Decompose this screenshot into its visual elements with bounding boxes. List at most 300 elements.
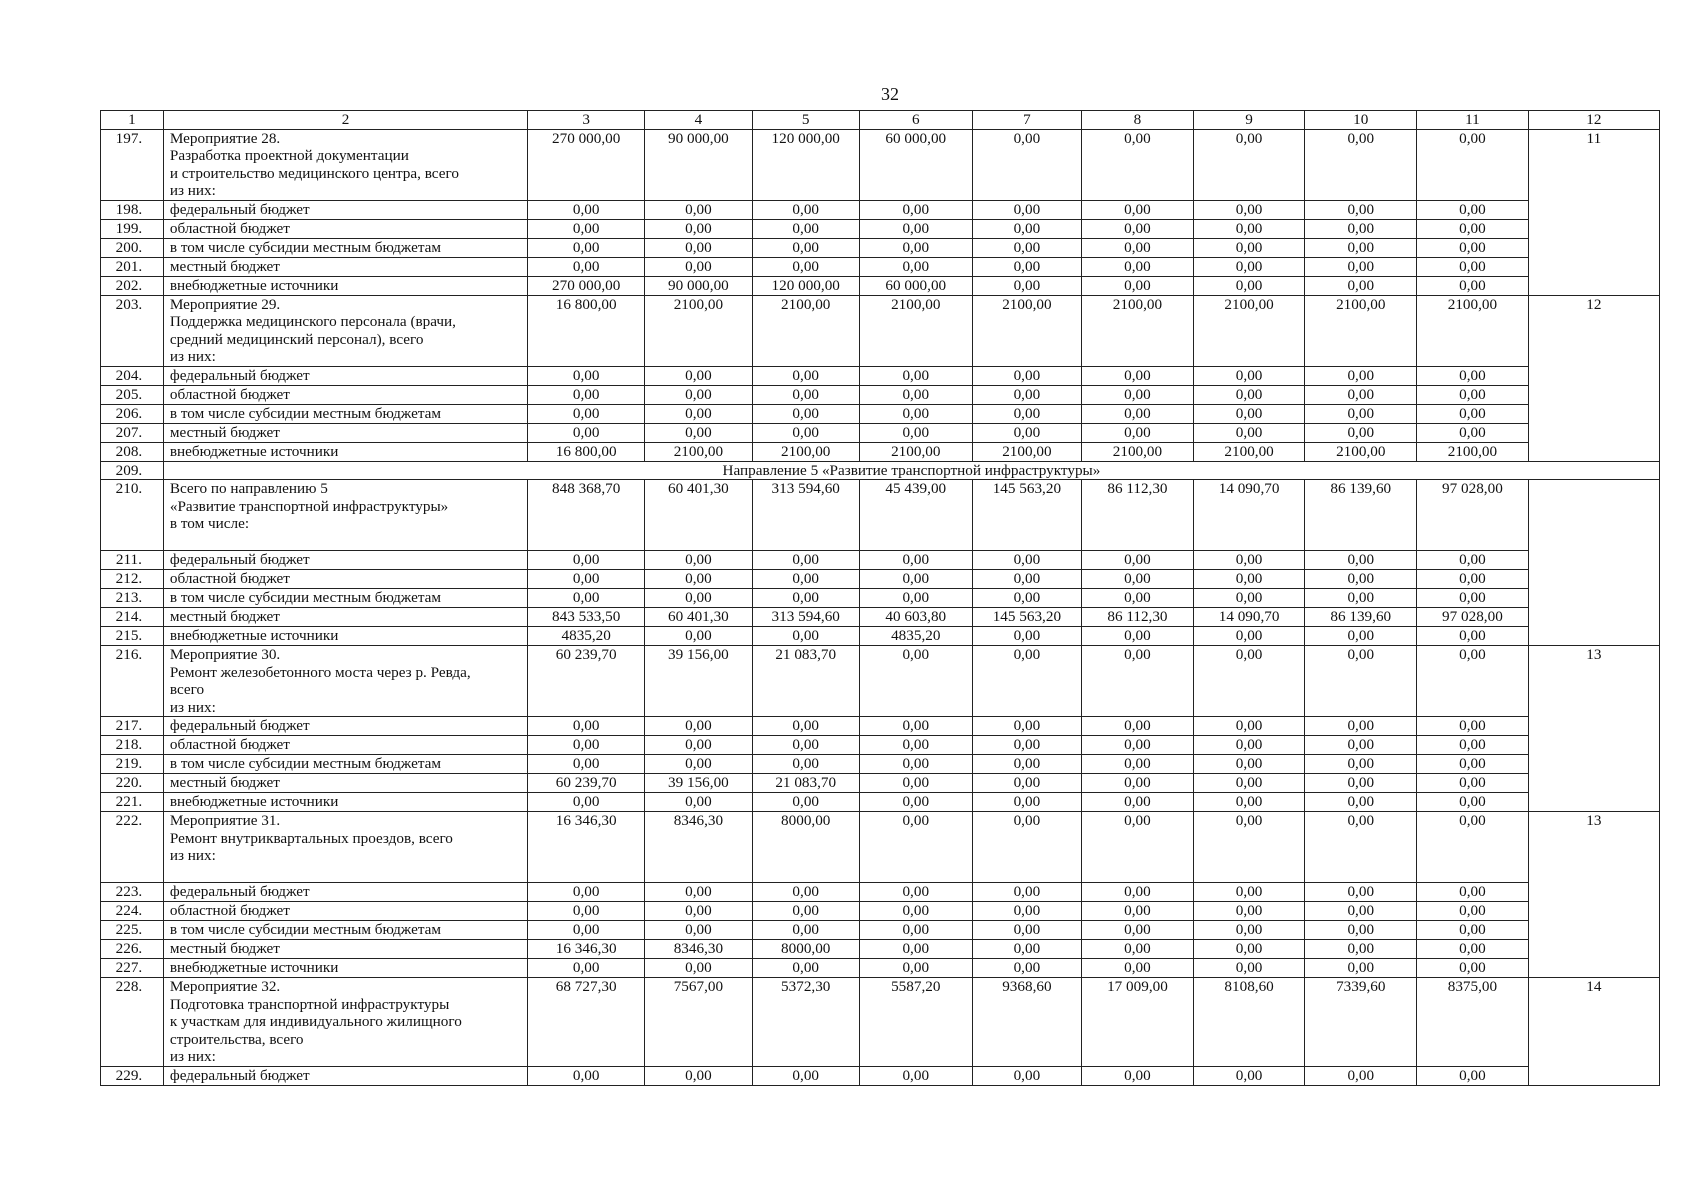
- amount-cell: 313 594,60: [752, 480, 859, 551]
- amount-cell: 0,00: [1193, 589, 1305, 608]
- amount-cell: 0,00: [1082, 959, 1194, 978]
- amount-cell: 0,00: [752, 551, 859, 570]
- amount-cell: 0,00: [645, 902, 752, 921]
- funding-source: федеральный бюджет: [163, 717, 527, 736]
- amount-cell: 8346,30: [645, 940, 752, 959]
- amount-cell: 0,00: [1082, 257, 1194, 276]
- amount-cell: 2100,00: [1305, 295, 1417, 366]
- amount-cell: 0,00: [972, 940, 1081, 959]
- source-row: [101, 589, 1660, 608]
- amount-cell: 0,00: [645, 238, 752, 257]
- amount-cell: 0,00: [752, 902, 859, 921]
- column-header: 4: [645, 111, 752, 130]
- activity-name: Мероприятие 29. Поддержка медицинского персонала (врачи, средний медицинский персонал), всего из них:: [163, 295, 527, 366]
- amount-cell: 0,00: [645, 570, 752, 589]
- amount-cell: 0,00: [752, 793, 859, 812]
- amount-cell: 0,00: [972, 627, 1081, 646]
- amount-cell: 0,00: [972, 902, 1081, 921]
- funding-source: в том числе субсидии местным бюджетам: [163, 238, 527, 257]
- amount-cell: 0,00: [752, 883, 859, 902]
- amount-cell: 0,00: [859, 717, 972, 736]
- activity-row: [101, 646, 1660, 717]
- amount-cell: 313 594,60: [752, 608, 859, 627]
- amount-cell: 5587,20: [859, 978, 972, 1067]
- amount-cell: 0,00: [1417, 276, 1529, 295]
- amount-cell: 7567,00: [645, 978, 752, 1067]
- amount-cell: 0,00: [1082, 627, 1194, 646]
- amount-cell: 0,00: [1305, 812, 1417, 883]
- column-header: 11: [1417, 111, 1529, 130]
- amount-cell: 0,00: [859, 959, 972, 978]
- activity-row: [101, 978, 1660, 1067]
- amount-cell: 0,00: [752, 959, 859, 978]
- amount-cell: 5372,30: [752, 978, 859, 1067]
- funding-source: местный бюджет: [163, 257, 527, 276]
- funding-source: местный бюджет: [163, 774, 527, 793]
- amount-cell: 0,00: [972, 551, 1081, 570]
- row-number: 207.: [101, 423, 164, 442]
- amount-cell: 0,00: [1193, 774, 1305, 793]
- amount-cell: 0,00: [859, 423, 972, 442]
- amount-cell: 0,00: [752, 257, 859, 276]
- amount-cell: 0,00: [859, 921, 972, 940]
- amount-cell: 0,00: [972, 570, 1081, 589]
- amount-cell: 0,00: [1417, 883, 1529, 902]
- amount-cell: 0,00: [1082, 717, 1194, 736]
- amount-cell: 0,00: [528, 755, 645, 774]
- amount-cell: 0,00: [1082, 385, 1194, 404]
- amount-cell: 2100,00: [1417, 295, 1529, 366]
- amount-cell: 0,00: [1193, 276, 1305, 295]
- amount-cell: 0,00: [1417, 902, 1529, 921]
- amount-cell: 0,00: [1193, 385, 1305, 404]
- direction-row: [101, 461, 1660, 480]
- amount-cell: 0,00: [1193, 812, 1305, 883]
- amount-cell: 0,00: [528, 736, 645, 755]
- target-indicator-ref: 12: [1528, 295, 1659, 461]
- column-header: 9: [1193, 111, 1305, 130]
- source-row: [101, 940, 1660, 959]
- amount-cell: 39 156,00: [645, 774, 752, 793]
- amount-cell: 60 000,00: [859, 129, 972, 200]
- funding-source: федеральный бюджет: [163, 366, 527, 385]
- amount-cell: 0,00: [972, 257, 1081, 276]
- source-row: [101, 774, 1660, 793]
- amount-cell: 0,00: [1417, 736, 1529, 755]
- amount-cell: 0,00: [1305, 200, 1417, 219]
- amount-cell: 120 000,00: [752, 129, 859, 200]
- amount-cell: 0,00: [645, 404, 752, 423]
- amount-cell: 0,00: [1305, 404, 1417, 423]
- amount-cell: 0,00: [1193, 755, 1305, 774]
- row-number: 226.: [101, 940, 164, 959]
- amount-cell: 0,00: [645, 1067, 752, 1086]
- column-header: 5: [752, 111, 859, 130]
- source-row: [101, 736, 1660, 755]
- amount-cell: 145 563,20: [972, 608, 1081, 627]
- amount-cell: 0,00: [1082, 423, 1194, 442]
- target-indicator-ref: [1528, 480, 1659, 646]
- amount-cell: 0,00: [972, 646, 1081, 717]
- amount-cell: 0,00: [1193, 793, 1305, 812]
- amount-cell: 0,00: [1417, 366, 1529, 385]
- source-row: [101, 793, 1660, 812]
- amount-cell: 17 009,00: [1082, 978, 1194, 1067]
- activity-name: Мероприятие 28. Разработка проектной документации и строительство медицинского центра, всего из них:: [163, 129, 527, 200]
- amount-cell: 0,00: [859, 404, 972, 423]
- amount-cell: 0,00: [1417, 627, 1529, 646]
- row-number: 227.: [101, 959, 164, 978]
- amount-cell: 0,00: [1193, 200, 1305, 219]
- source-row: [101, 442, 1660, 461]
- amount-cell: 0,00: [1305, 423, 1417, 442]
- amount-cell: 0,00: [1417, 755, 1529, 774]
- amount-cell: 0,00: [752, 238, 859, 257]
- amount-cell: 0,00: [1417, 589, 1529, 608]
- amount-cell: 60 401,30: [645, 480, 752, 551]
- amount-cell: 60 000,00: [859, 276, 972, 295]
- amount-cell: 0,00: [1417, 570, 1529, 589]
- amount-cell: 0,00: [859, 902, 972, 921]
- row-number: 202.: [101, 276, 164, 295]
- source-row: [101, 959, 1660, 978]
- amount-cell: 2100,00: [1082, 442, 1194, 461]
- row-number: 228.: [101, 978, 164, 1067]
- amount-cell: 2100,00: [859, 442, 972, 461]
- amount-cell: 0,00: [859, 1067, 972, 1086]
- amount-cell: 86 112,30: [1082, 480, 1194, 551]
- target-indicator-ref: 13: [1528, 812, 1659, 978]
- amount-cell: 0,00: [1082, 589, 1194, 608]
- amount-cell: 0,00: [1082, 793, 1194, 812]
- activity-name: Всего по направлению 5 «Развитие транспортной инфраструктуры» в том числе:: [163, 480, 527, 551]
- source-row: [101, 200, 1660, 219]
- row-number: 218.: [101, 736, 164, 755]
- amount-cell: 0,00: [972, 755, 1081, 774]
- amount-cell: 2100,00: [645, 295, 752, 366]
- column-header: 6: [859, 111, 972, 130]
- amount-cell: 0,00: [859, 219, 972, 238]
- activity-row: [101, 480, 1660, 551]
- amount-cell: 0,00: [859, 589, 972, 608]
- amount-cell: 0,00: [972, 404, 1081, 423]
- source-row: [101, 883, 1660, 902]
- source-row: [101, 276, 1660, 295]
- amount-cell: 0,00: [752, 423, 859, 442]
- amount-cell: 0,00: [859, 257, 972, 276]
- amount-cell: 0,00: [1305, 385, 1417, 404]
- amount-cell: 0,00: [528, 1067, 645, 1086]
- amount-cell: 16 346,30: [528, 940, 645, 959]
- amount-cell: 0,00: [1417, 959, 1529, 978]
- amount-cell: 0,00: [1305, 883, 1417, 902]
- amount-cell: 0,00: [1305, 129, 1417, 200]
- amount-cell: 0,00: [1193, 423, 1305, 442]
- amount-cell: 0,00: [1082, 366, 1194, 385]
- funding-source: федеральный бюджет: [163, 551, 527, 570]
- amount-cell: 0,00: [752, 755, 859, 774]
- source-row: [101, 404, 1660, 423]
- amount-cell: 0,00: [1082, 940, 1194, 959]
- amount-cell: 0,00: [1193, 1067, 1305, 1086]
- amount-cell: 0,00: [645, 219, 752, 238]
- activity-name: Мероприятие 31. Ремонт внутриквартальных проездов, всего из них:: [163, 812, 527, 883]
- source-row: [101, 755, 1660, 774]
- amount-cell: 0,00: [1417, 793, 1529, 812]
- amount-cell: 0,00: [1082, 736, 1194, 755]
- amount-cell: 0,00: [1193, 736, 1305, 755]
- amount-cell: 60 239,70: [528, 774, 645, 793]
- amount-cell: 21 083,70: [752, 774, 859, 793]
- funding-source: федеральный бюджет: [163, 883, 527, 902]
- funding-source: местный бюджет: [163, 940, 527, 959]
- row-number: 223.: [101, 883, 164, 902]
- amount-cell: 2100,00: [1193, 295, 1305, 366]
- row-number: 225.: [101, 921, 164, 940]
- amount-cell: 0,00: [1417, 921, 1529, 940]
- amount-cell: 21 083,70: [752, 646, 859, 717]
- amount-cell: 0,00: [972, 238, 1081, 257]
- row-number: 210.: [101, 480, 164, 551]
- row-number: 208.: [101, 442, 164, 461]
- amount-cell: 0,00: [1193, 883, 1305, 902]
- row-number: 211.: [101, 551, 164, 570]
- amount-cell: 0,00: [752, 717, 859, 736]
- amount-cell: 0,00: [645, 755, 752, 774]
- source-row: [101, 219, 1660, 238]
- amount-cell: 0,00: [1417, 219, 1529, 238]
- amount-cell: 4835,20: [859, 627, 972, 646]
- amount-cell: 0,00: [528, 589, 645, 608]
- amount-cell: 0,00: [972, 1067, 1081, 1086]
- column-header: 2: [163, 111, 527, 130]
- column-header: 12: [1528, 111, 1659, 130]
- amount-cell: 0,00: [528, 570, 645, 589]
- amount-cell: 0,00: [528, 200, 645, 219]
- funding-source: внебюджетные источники: [163, 442, 527, 461]
- amount-cell: 0,00: [1082, 812, 1194, 883]
- amount-cell: 0,00: [1193, 219, 1305, 238]
- row-number: 204.: [101, 366, 164, 385]
- amount-cell: 2100,00: [752, 442, 859, 461]
- activity-row: [101, 812, 1660, 883]
- amount-cell: 8000,00: [752, 812, 859, 883]
- source-row: [101, 627, 1660, 646]
- amount-cell: 0,00: [1082, 129, 1194, 200]
- source-row: [101, 551, 1660, 570]
- source-row: [101, 608, 1660, 627]
- amount-cell: 0,00: [1082, 219, 1194, 238]
- amount-cell: 145 563,20: [972, 480, 1081, 551]
- amount-cell: 0,00: [528, 366, 645, 385]
- amount-cell: 0,00: [1305, 902, 1417, 921]
- amount-cell: 0,00: [1417, 774, 1529, 793]
- amount-cell: 0,00: [645, 257, 752, 276]
- row-number: 203.: [101, 295, 164, 366]
- amount-cell: 0,00: [1305, 717, 1417, 736]
- amount-cell: 0,00: [528, 219, 645, 238]
- amount-cell: 0,00: [1305, 736, 1417, 755]
- source-row: [101, 257, 1660, 276]
- amount-cell: 0,00: [859, 774, 972, 793]
- amount-cell: 0,00: [645, 793, 752, 812]
- funding-source: областной бюджет: [163, 736, 527, 755]
- amount-cell: 0,00: [972, 717, 1081, 736]
- amount-cell: 0,00: [1417, 940, 1529, 959]
- column-header: 1: [101, 111, 164, 130]
- row-number: 216.: [101, 646, 164, 717]
- amount-cell: 60 401,30: [645, 608, 752, 627]
- amount-cell: 0,00: [1417, 257, 1529, 276]
- amount-cell: 2100,00: [859, 295, 972, 366]
- amount-cell: 0,00: [1082, 200, 1194, 219]
- source-row: [101, 423, 1660, 442]
- amount-cell: 0,00: [528, 238, 645, 257]
- amount-cell: 45 439,00: [859, 480, 972, 551]
- row-number: 217.: [101, 717, 164, 736]
- amount-cell: 0,00: [1305, 959, 1417, 978]
- amount-cell: 0,00: [1417, 385, 1529, 404]
- row-number: 213.: [101, 589, 164, 608]
- amount-cell: 0,00: [1193, 940, 1305, 959]
- amount-cell: 14 090,70: [1193, 608, 1305, 627]
- row-number: 206.: [101, 404, 164, 423]
- amount-cell: 120 000,00: [752, 276, 859, 295]
- amount-cell: 7339,60: [1305, 978, 1417, 1067]
- amount-cell: 9368,60: [972, 978, 1081, 1067]
- amount-cell: 0,00: [528, 921, 645, 940]
- amount-cell: 0,00: [1082, 774, 1194, 793]
- amount-cell: 0,00: [1305, 646, 1417, 717]
- amount-cell: 0,00: [1417, 717, 1529, 736]
- source-row: [101, 366, 1660, 385]
- source-row: [101, 921, 1660, 940]
- amount-cell: 0,00: [645, 366, 752, 385]
- amount-cell: 0,00: [859, 646, 972, 717]
- amount-cell: 0,00: [972, 200, 1081, 219]
- amount-cell: 0,00: [1305, 366, 1417, 385]
- source-row: [101, 902, 1660, 921]
- amount-cell: 270 000,00: [528, 276, 645, 295]
- amount-cell: 0,00: [972, 921, 1081, 940]
- amount-cell: 0,00: [1082, 646, 1194, 717]
- target-indicator-ref: 11: [1528, 129, 1659, 295]
- amount-cell: 0,00: [1305, 570, 1417, 589]
- amount-cell: 0,00: [1417, 129, 1529, 200]
- amount-cell: 0,00: [1193, 717, 1305, 736]
- amount-cell: 0,00: [528, 883, 645, 902]
- amount-cell: 0,00: [1193, 646, 1305, 717]
- amount-cell: 0,00: [752, 219, 859, 238]
- amount-cell: 0,00: [1305, 219, 1417, 238]
- amount-cell: 14 090,70: [1193, 480, 1305, 551]
- target-indicator-ref: 13: [1528, 646, 1659, 812]
- amount-cell: 0,00: [972, 883, 1081, 902]
- row-number: 229.: [101, 1067, 164, 1086]
- amount-cell: 0,00: [859, 366, 972, 385]
- amount-cell: 0,00: [1082, 883, 1194, 902]
- amount-cell: 0,00: [1082, 551, 1194, 570]
- header-row: [101, 111, 1660, 130]
- amount-cell: 0,00: [1082, 921, 1194, 940]
- amount-cell: 0,00: [1417, 646, 1529, 717]
- amount-cell: 0,00: [645, 423, 752, 442]
- amount-cell: 0,00: [528, 385, 645, 404]
- amount-cell: 0,00: [859, 570, 972, 589]
- amount-cell: 0,00: [752, 921, 859, 940]
- amount-cell: 0,00: [645, 921, 752, 940]
- funding-source: внебюджетные источники: [163, 793, 527, 812]
- amount-cell: 0,00: [972, 423, 1081, 442]
- amount-cell: 86 139,60: [1305, 480, 1417, 551]
- source-row: [101, 717, 1660, 736]
- funding-source: внебюджетные источники: [163, 627, 527, 646]
- amount-cell: 0,00: [1305, 627, 1417, 646]
- amount-cell: 0,00: [1305, 921, 1417, 940]
- amount-cell: 60 239,70: [528, 646, 645, 717]
- column-header: 8: [1082, 111, 1194, 130]
- amount-cell: 39 156,00: [645, 646, 752, 717]
- row-number: 222.: [101, 812, 164, 883]
- amount-cell: 0,00: [972, 219, 1081, 238]
- amount-cell: 0,00: [1193, 257, 1305, 276]
- amount-cell: 0,00: [859, 200, 972, 219]
- row-number: 221.: [101, 793, 164, 812]
- amount-cell: 90 000,00: [645, 276, 752, 295]
- amount-cell: 0,00: [972, 959, 1081, 978]
- amount-cell: 8346,30: [645, 812, 752, 883]
- amount-cell: 0,00: [752, 627, 859, 646]
- amount-cell: 0,00: [859, 940, 972, 959]
- amount-cell: 0,00: [752, 200, 859, 219]
- amount-cell: 0,00: [859, 238, 972, 257]
- amount-cell: 0,00: [1082, 1067, 1194, 1086]
- activity-row: [101, 129, 1660, 200]
- amount-cell: 16 346,30: [528, 812, 645, 883]
- amount-cell: 68 727,30: [528, 978, 645, 1067]
- amount-cell: 0,00: [1305, 793, 1417, 812]
- amount-cell: 97 028,00: [1417, 480, 1529, 551]
- amount-cell: 0,00: [645, 627, 752, 646]
- amount-cell: 0,00: [972, 589, 1081, 608]
- amount-cell: 0,00: [1193, 959, 1305, 978]
- amount-cell: 0,00: [1193, 627, 1305, 646]
- amount-cell: 8375,00: [1417, 978, 1529, 1067]
- amount-cell: 0,00: [972, 774, 1081, 793]
- activity-row: [101, 295, 1660, 366]
- row-number: 219.: [101, 755, 164, 774]
- funding-source: областной бюджет: [163, 219, 527, 238]
- amount-cell: 0,00: [859, 812, 972, 883]
- amount-cell: 0,00: [1417, 812, 1529, 883]
- row-number: 215.: [101, 627, 164, 646]
- amount-cell: 16 800,00: [528, 295, 645, 366]
- amount-cell: 0,00: [1193, 921, 1305, 940]
- amount-cell: 0,00: [1082, 755, 1194, 774]
- amount-cell: 0,00: [645, 717, 752, 736]
- amount-cell: 2100,00: [645, 442, 752, 461]
- amount-cell: 16 800,00: [528, 442, 645, 461]
- row-number: 212.: [101, 570, 164, 589]
- amount-cell: 0,00: [1082, 276, 1194, 295]
- amount-cell: 0,00: [1417, 404, 1529, 423]
- amount-cell: 0,00: [1305, 1067, 1417, 1086]
- amount-cell: 90 000,00: [645, 129, 752, 200]
- funding-source: местный бюджет: [163, 423, 527, 442]
- amount-cell: 0,00: [1417, 423, 1529, 442]
- row-number: 214.: [101, 608, 164, 627]
- amount-cell: 0,00: [1193, 551, 1305, 570]
